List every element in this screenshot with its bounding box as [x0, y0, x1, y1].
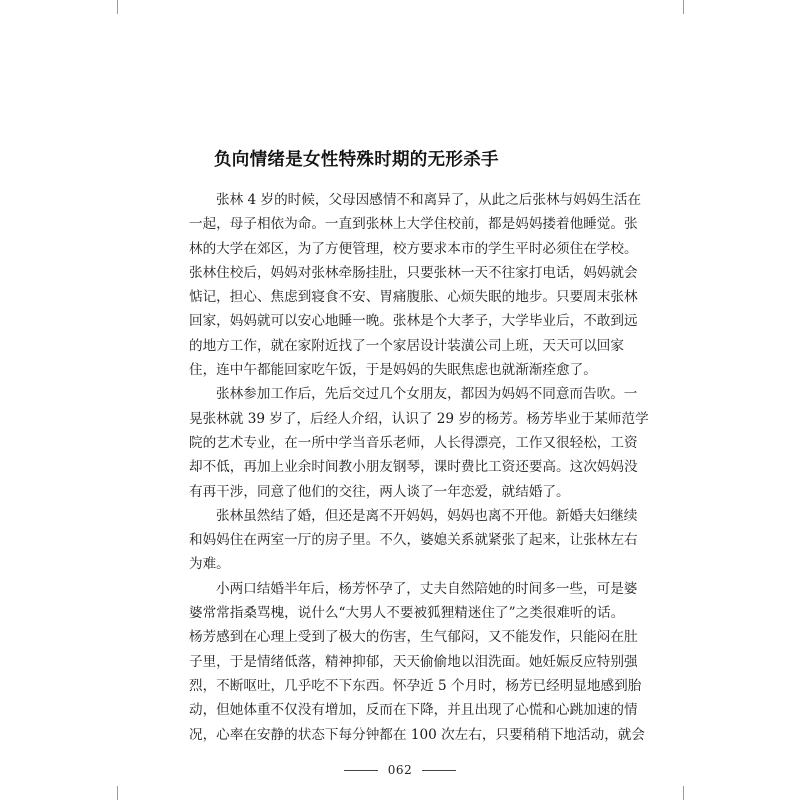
text-line: 晃张林就 39 岁了，后经人介绍，认识了 29 岁的杨芳。杨芳毕业于某师范学: [189, 410, 649, 427]
text-line: 子里，于是情绪低落，精神抑郁，天天偷偷地以泪洗面。她妊娠反应特别强: [189, 653, 638, 670]
text-line: 院的艺术专业，在一所中学当音乐老师，人长得漂亮，工作又很轻松，工资: [189, 434, 638, 451]
text-line: 小两口结婚半年后，杨芳怀孕了，丈夫自然陪她的时间多一些，可是婆: [216, 580, 638, 597]
text-line: 动，但她体重不仅没有增加，反而在下降，并且出现了心慌和心跳加速的情: [189, 702, 638, 719]
text-line: 为难。: [189, 556, 230, 573]
page-footer: [0, 763, 800, 777]
text-line: 张林住校后，妈妈对张林牵肠挂肚，只要张林一天不往家打电话，妈妈就会: [189, 264, 638, 281]
text-line: 林的大学在郊区，为了方便管理，校方要求本市的学生平时必须住在学校。: [189, 240, 638, 257]
text-line: 住，连中午都能回家吃午饭，于是妈妈的失眠焦虑也就渐渐痊愈了。: [189, 362, 597, 379]
text-line: 却不低，再加上业余时间教小朋友钢琴，课时费比工资还要高。这次妈妈没: [189, 459, 638, 476]
text-line: 惦记，担心、焦虑到寝食不安、胃痛腹胀、心烦失眠的地步。只要周末张林: [189, 289, 638, 306]
text-line: 张林虽然结了婚，但还是离不开妈妈，妈妈也离不开他。新婚夫妇继续: [216, 507, 638, 524]
crop-mark-top-left: [117, 0, 118, 14]
footer-rule-right: [422, 770, 456, 771]
crop-mark-bottom-right: [683, 786, 684, 800]
crop-mark-top-right: [683, 0, 684, 14]
text-line: 的地方工作，就在家附近找了一个家居设计装潢公司上班，天天可以回家: [189, 337, 624, 354]
page-number: 062: [387, 763, 413, 777]
text-line: 况，心率在安静的状态下每分钟都在 100 次左右，只要稍稍下地活动，就会: [189, 726, 645, 743]
text-line: 杨芳感到在心理上受到了极大的伤害，生气郁闷，又不能发作，只能闷在肚: [189, 629, 638, 646]
text-line: 张林参加工作后，先后交过几个女朋友，都因为妈妈不同意而告吹。一: [216, 386, 638, 403]
chapter-title: 负向情绪是女性特殊时期的无形杀手: [214, 150, 499, 170]
body-text: [189, 188, 649, 747]
footer-rule-left: [344, 770, 378, 771]
text-line: 回家，妈妈就可以安心地睡一晚。张林是个大孝子，大学毕业后，不敢到远: [189, 313, 638, 330]
text-line: 张林 4 岁的时候，父母因感情不和离异了，从此之后张林与妈妈生活在: [216, 192, 642, 208]
text-line: 有再干涉，同意了他们的交往，两人谈了一年恋爱，就结婚了。: [189, 483, 570, 500]
text-line: 烈，不断呕吐，几乎吃不下东西。怀孕近 5 个月时，杨芳已经明显地感到胎: [189, 677, 642, 694]
text-line: 婆常常指桑骂槐，说什么“大男人不要被狐狸精迷住了”之类很难听的话。: [189, 605, 625, 622]
text-line: 和妈妈住在两室一厅的房子里。不久，婆媳关系就紧张了起来，让张林左右: [189, 532, 638, 549]
crop-mark-bottom-left: [117, 786, 118, 800]
text-line: 一起，母子相依为命。一直到张林上大学住校前，都是妈妈搂着他睡觉。张: [189, 216, 638, 233]
